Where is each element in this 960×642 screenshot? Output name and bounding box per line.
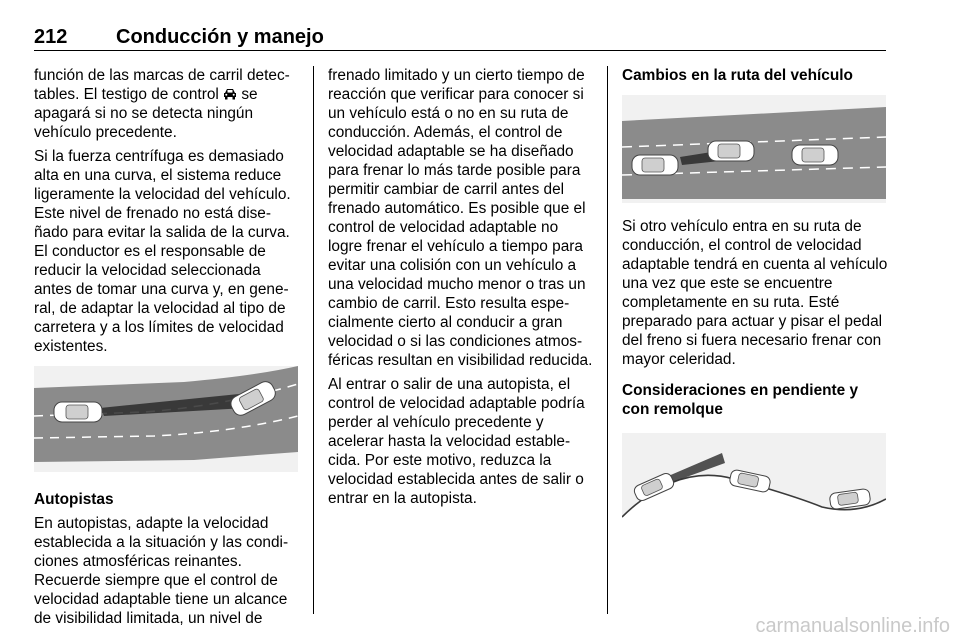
paragraph-route-changes: Si otro vehículo entra en su ruta de conducción, el control de velocidad adaptable tendrá en cuenta al vehículo una vez que este se encuentre completamente en su ruta. Esté preparado para actuar y pisar el pedal del freno si fuera necesario frenar con mayor celeridad. bbox=[622, 218, 888, 368]
own-car bbox=[54, 402, 102, 422]
column-2 bbox=[328, 66, 594, 513]
heading-autopistas: Autopistas bbox=[34, 491, 114, 508]
car-ahead-icon bbox=[223, 88, 237, 100]
paragraph-lane-markings bbox=[34, 66, 300, 142]
own-car bbox=[632, 155, 678, 175]
curve-illustration bbox=[34, 366, 298, 472]
paragraph-text-a: función de las marcas de carril detectables. El testigo de control bbox=[34, 67, 290, 103]
column-3 bbox=[622, 66, 888, 539]
paragraph-braking: frenado limitado y un cierto tiempo de reacción que verificar para conocer si un vehículo está o no en su ruta de conducción. Además, el control de velocidad adaptable se ha diseñado para frenar lo más tarde posible para permitir cambiar de carril antes del frenado automático. Es posible que el control de velocidad adaptable no logre frenar el vehículo a tiempo para evitar una colisión con un vehículo a una velocidad mucho menor o tras un cambio de carril. Esto resulta especialmente cierto al conducir a gran velocidad o si las condiciones atmosféricas resultan en visibilidad reducida. bbox=[328, 67, 593, 369]
page-number: 212 bbox=[34, 26, 68, 48]
heading-slope-trailer: Consideraciones en pendiente y con remolque bbox=[622, 382, 859, 418]
slope-illustration bbox=[622, 433, 886, 539]
paragraph-autopistas: En autopistas, adapte la velocidad establecida a la situación y las condiciones atmosféricas reinantes. Recuerde siempre que el control de velocidad adaptable tiene un alcance de visibilidad limitada, un nivel de bbox=[34, 515, 289, 627]
column-divider-1 bbox=[313, 66, 314, 614]
paragraph-text-b: se apagará si no se detecta ningún vehículo precedente. bbox=[34, 86, 258, 141]
paragraph-curve: Si la fuerza centrífuga es demasiado alta en una curva, el sistema reduce ligeramente la velocidad del vehículo. Este nivel de frenado no está diseñado para evitar la salida de la curva. El conductor es el responsable de reducir la velocidad seleccionada antes de tomar una curva y, en general, de adaptar la velocidad al tipo de carretera y a los límites de velocidad existentes. bbox=[34, 148, 291, 355]
lead-car bbox=[792, 145, 838, 165]
header-rule bbox=[34, 50, 886, 51]
column-divider-2 bbox=[607, 66, 608, 614]
column-1 bbox=[34, 66, 300, 633]
lane-change-illustration bbox=[622, 95, 886, 203]
paragraph-highway-exit: Al entrar o salir de una autopista, el control de velocidad adaptable podría perder al vehículo precedente y acelerar hasta la velocidad establecida. Por este motivo, reduzca la velocidad establecida antes de salir o entrar en la autopista. bbox=[328, 376, 585, 507]
watermark: carmanualsonline.info bbox=[755, 615, 950, 637]
page-header bbox=[34, 26, 886, 50]
heading-route-changes: Cambios en la ruta del vehículo bbox=[622, 67, 853, 84]
merging-car bbox=[708, 141, 754, 161]
section-title: Conducción y manejo bbox=[116, 26, 324, 48]
